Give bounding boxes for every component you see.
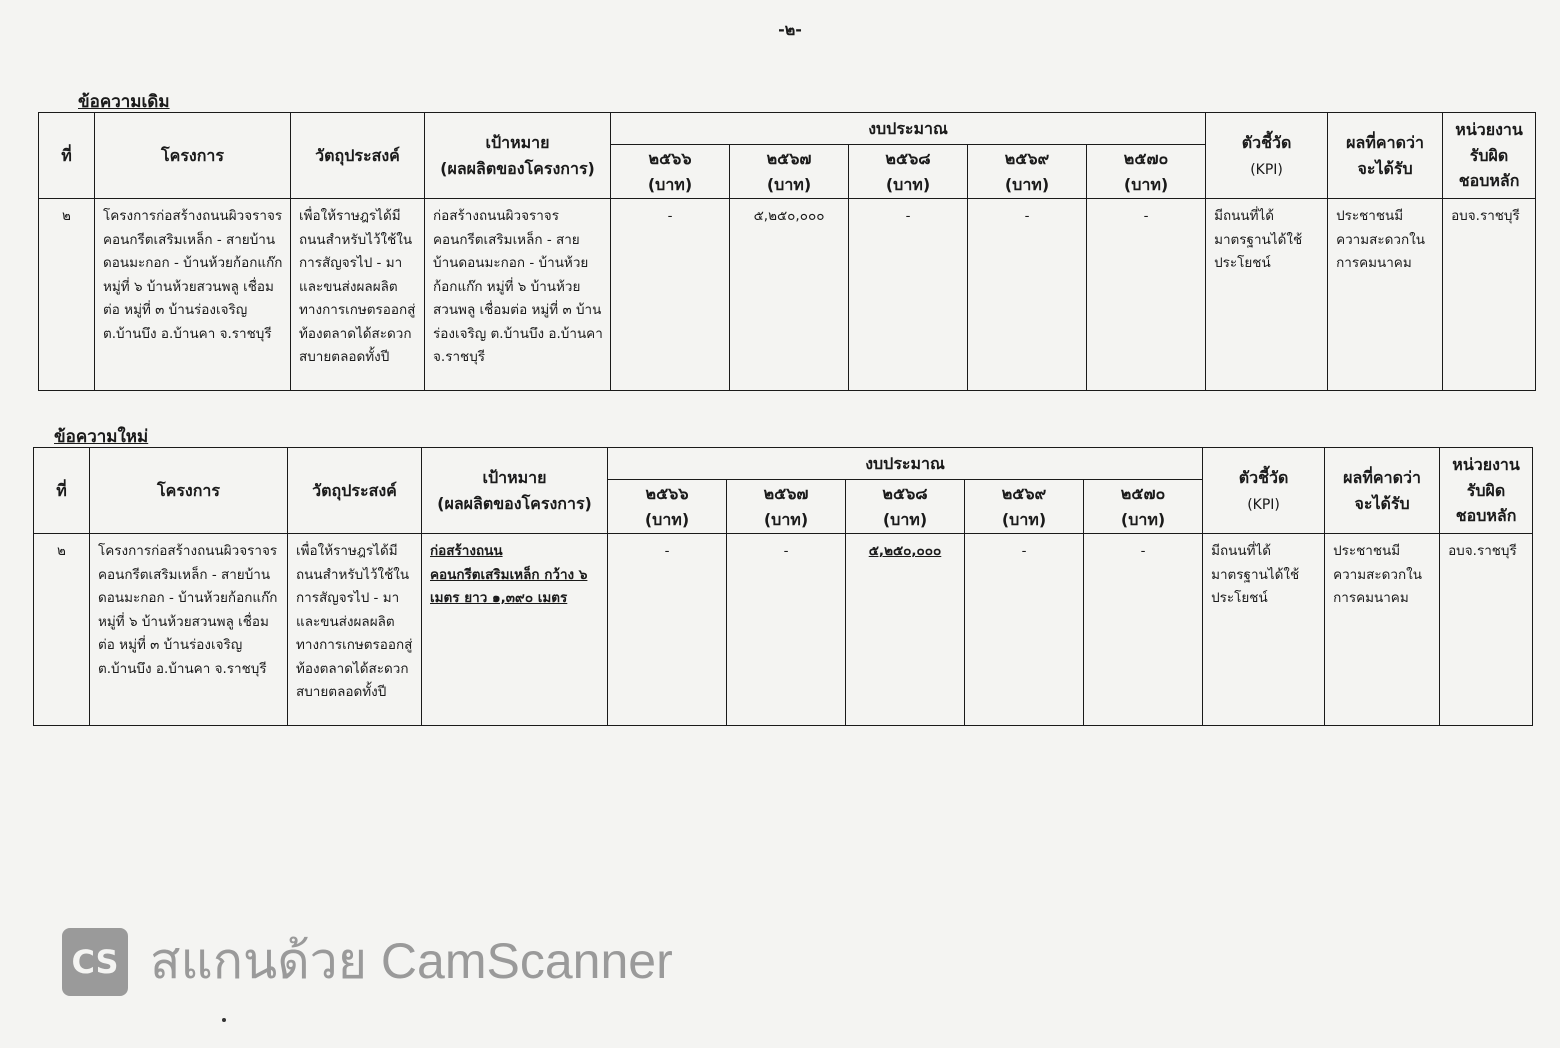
header-year	[965, 480, 1084, 534]
header-kpi-title: ตัวชี้วัด	[1241, 132, 1292, 152]
table-row	[39, 199, 1536, 391]
section-label-new: ข้อความใหม่	[54, 427, 149, 447]
year-label: ๒๕๖๗	[766, 148, 812, 168]
header-responsible-line3: ชอบหลัก	[1455, 506, 1517, 526]
header-expected-line2: จะได้รับ	[1357, 158, 1413, 178]
watermark-text: สแกนด้วย CamScanner	[150, 933, 673, 989]
cell-project: โครงการก่อสร้างถนนผิวจราจรคอนกรีตเสริมเหล็ก - สายบ้านดอนมะกอก - บ้านห้วยก้อกแก๊ก หมู่ที่ ๖ บ้านห้วยสวนพลู เชื่อมต่อ หมู่ที่ ๓ บ้านร่องเจริญ ต.บ้านบึง อ.บ้านคา จ.ราชบุรี	[95, 199, 291, 391]
baht-label: (บาท)	[1123, 174, 1169, 194]
page-number: -๒-	[778, 20, 802, 39]
cell-budget: ๕,๒๕๐,๐๐๐	[730, 199, 849, 391]
baht-label: (บาท)	[1120, 509, 1166, 529]
cell-budget: -	[611, 199, 730, 391]
header-target-title: เป้าหมาย	[485, 132, 550, 152]
header-year	[730, 145, 849, 199]
header-project: โครงการ	[95, 113, 291, 199]
year-label: ๒๕๗๐	[1123, 148, 1169, 168]
cell-no: ๒	[39, 199, 95, 391]
header-year	[611, 145, 730, 199]
year-label: ๒๕๖๘	[882, 483, 928, 503]
header-budget: งบประมาณ	[611, 113, 1206, 145]
header-year	[846, 480, 965, 534]
header-no: ที่	[34, 448, 90, 534]
budget-underlined-value: ๕,๒๕๐,๐๐๐	[868, 543, 942, 559]
header-responsible	[1440, 448, 1533, 534]
header-project: โครงการ	[90, 448, 288, 534]
header-responsible-line2: รับผิด	[1469, 145, 1509, 165]
cell-no: ๒	[34, 534, 90, 726]
baht-label: (บาท)	[763, 509, 809, 529]
baht-label: (บาท)	[644, 509, 690, 529]
year-label: ๒๕๖๖	[645, 483, 689, 503]
header-responsible	[1443, 113, 1536, 199]
cell-budget	[846, 534, 965, 726]
baht-label: (บาท)	[647, 174, 693, 194]
header-budget: งบประมาณ	[608, 448, 1203, 480]
header-target	[425, 113, 611, 199]
baht-label: (บาท)	[1001, 509, 1047, 529]
header-year	[1084, 480, 1203, 534]
year-label: ๒๕๗๐	[1120, 483, 1166, 503]
year-label: ๒๕๖๗	[763, 483, 809, 503]
header-expected-line1: ผลที่คาดว่า	[1346, 132, 1424, 152]
header-kpi	[1203, 448, 1325, 534]
cell-budget: -	[849, 199, 968, 391]
year-label: ๒๕๖๘	[885, 148, 931, 168]
cell-budget: -	[727, 534, 846, 726]
header-no: ที่	[39, 113, 95, 199]
header-target-title: เป้าหมาย	[482, 467, 547, 487]
header-objective: วัตถุประสงค์	[288, 448, 422, 534]
header-target	[422, 448, 608, 534]
cell-kpi: มีถนนที่ได้มาตรฐานได้ใช้ประโยชน์	[1203, 534, 1325, 726]
cell-budget: -	[1084, 534, 1203, 726]
new-table	[33, 447, 1533, 726]
cell-target: ก่อสร้างถนนผิวจราจรคอนกรีตเสริมเหล็ก - สายบ้านดอนมะกอก - บ้านห้วยก้อกแก๊ก หมู่ที่ ๖ บ้านห้วยสวนพลู เชื่อมต่อ หมู่ที่ ๓ บ้านร่องเจริญ ต.บ้านบึง อ.บ้านคา จ.ราชบุรี	[425, 199, 611, 391]
header-target-subtitle: (ผลผลิตของโครงการ)	[437, 493, 592, 513]
cell-budget: -	[1087, 199, 1206, 391]
year-label: ๒๕๖๙	[1004, 148, 1050, 168]
header-responsible-line1: หน่วยงาน	[1452, 455, 1520, 475]
table-row	[34, 534, 1533, 726]
cell-objective: เพื่อให้ราษฎรได้มีถนนสำหรับไว้ใช้ในการสัญจรไป - มา และขนส่งผลผลิตทางการเกษตรออกสู่ท้องตลาดได้สะดวกสบายตลอดทั้งปี	[288, 534, 422, 726]
header-expected	[1325, 448, 1440, 534]
header-expected	[1328, 113, 1443, 199]
baht-label: (บาท)	[1004, 174, 1050, 194]
cell-responsible: อบจ.ราชบุรี	[1440, 534, 1533, 726]
header-year	[849, 145, 968, 199]
camscanner-watermark	[62, 922, 673, 1001]
year-label: ๒๕๖๖	[648, 148, 692, 168]
scan-speck	[222, 1018, 226, 1022]
cell-target	[422, 534, 608, 726]
cell-kpi: มีถนนที่ได้มาตรฐานได้ใช้ประโยชน์	[1206, 199, 1328, 391]
header-year	[608, 480, 727, 534]
cell-objective: เพื่อให้ราษฎรได้มีถนนสำหรับไว้ใช้ในการสัญจรไป - มา และขนส่งผลผลิตทางการเกษตรออกสู่ท้องตลาดได้สะดวกสบายตลอดทั้งปี	[291, 199, 425, 391]
header-responsible-line3: ชอบหลัก	[1458, 171, 1520, 191]
cell-budget: -	[965, 534, 1084, 726]
header-expected-line1: ผลที่คาดว่า	[1343, 467, 1421, 487]
cell-project: โครงการก่อสร้างถนนผิวจราจรคอนกรีตเสริมเหล็ก - สายบ้านดอนมะกอก - บ้านห้วยก้อกแก๊ก หมู่ที่ ๖ บ้านห้วยสวนพลู เชื่อมต่อ หมู่ที่ ๓ บ้านร่องเจริญ ต.บ้านบึง อ.บ้านคา จ.ราชบุรี	[90, 534, 288, 726]
header-year	[1087, 145, 1206, 199]
header-responsible-line2: รับผิด	[1466, 480, 1506, 500]
header-kpi	[1206, 113, 1328, 199]
target-underlined-text: ก่อสร้างถนนคอนกรีตเสริมเหล็ก กว้าง ๖ เมตร ยาว ๑,๓๙๐ เมตร	[430, 543, 588, 606]
header-target-subtitle: (ผลผลิตของโครงการ)	[440, 158, 595, 178]
cell-expected: ประชาชนมีความสะดวกในการคมนาคม	[1328, 199, 1443, 391]
header-expected-line2: จะได้รับ	[1354, 493, 1410, 513]
baht-label: (บาท)	[885, 174, 931, 194]
year-label: ๒๕๖๙	[1001, 483, 1047, 503]
header-kpi-title: ตัวชี้วัด	[1238, 467, 1289, 487]
baht-label: (บาท)	[766, 174, 812, 194]
old-table	[38, 112, 1536, 391]
header-kpi-subtitle: (KPI)	[1247, 496, 1280, 513]
header-objective: วัตถุประสงค์	[291, 113, 425, 199]
baht-label: (บาท)	[882, 509, 928, 529]
header-responsible-line1: หน่วยงาน	[1455, 120, 1523, 140]
cell-responsible: อบจ.ราชบุรี	[1443, 199, 1536, 391]
header-kpi-subtitle: (KPI)	[1250, 161, 1283, 178]
cell-budget: -	[608, 534, 727, 726]
section-label-old: ข้อความเดิม	[78, 92, 170, 112]
header-year	[727, 480, 846, 534]
header-year	[968, 145, 1087, 199]
cell-expected: ประชาชนมีความสะดวกในการคมนาคม	[1325, 534, 1440, 726]
camscanner-logo-icon: CS	[62, 928, 128, 996]
cell-budget: -	[968, 199, 1087, 391]
